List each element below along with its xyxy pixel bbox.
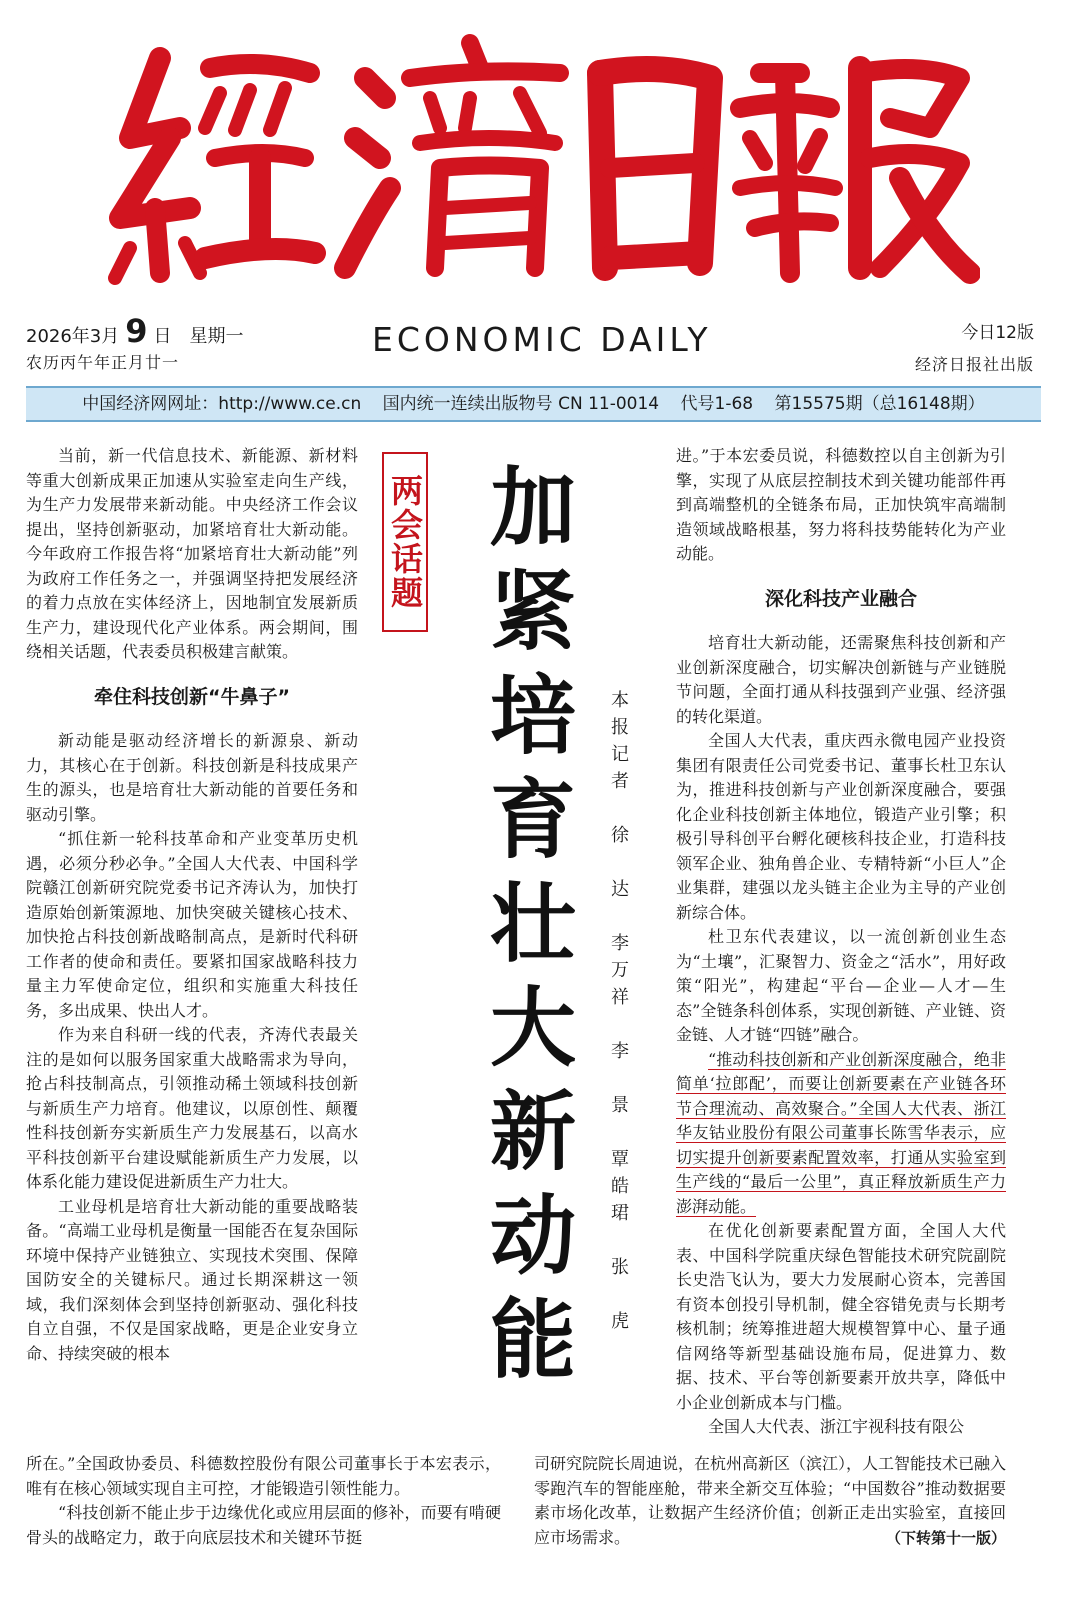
issn: 国内统一连续出版物号 CN 11-0014 xyxy=(382,394,660,414)
paragraph: “科技创新不能止步于边缘优化或应用层面的修补，而要有啃硬骨头的战略定力，敢于向底层技术和关键环节挺 xyxy=(26,1503,501,1547)
masthead-logo xyxy=(100,18,980,298)
bottom-left-text xyxy=(26,1452,501,1550)
postal-code: 代号1-68 xyxy=(680,394,754,414)
paragraph: 司研究院院长周迪说，在杭州高新区（滨江），人工智能技术已融入零跑汽车的智能座舱，带来全新交互体验；“中国数谷”推动数据要素市场化改革，让数据产生经济价值；创新正走出实验室，直接回应市场需求。 （下转第十一版） xyxy=(534,1452,1006,1550)
masthead-calligraphy xyxy=(100,18,980,298)
english-title: ECONOMIC DAILY xyxy=(372,320,712,359)
article-column-1 xyxy=(26,444,358,1366)
page-count: 今日12版 xyxy=(961,323,1034,343)
byline: 本报记者 徐 达 李万祥 李 景 覃皓珺 张 虎 xyxy=(608,690,629,1338)
subheading-1: 牵住科技创新“牛鼻子” xyxy=(94,685,290,708)
issue-date: 2026年3月 9 日 星期一 xyxy=(26,312,244,350)
highlighted-paragraph: “推动科技创新和产业创新深度融合，绝非简单‘拉郎配’，而要让创新要素在产业链各环节合理流动、高效聚合。”全国人大代表、浙江华友钴业股份有限公司董事长陈雪华表示，应切实提升创新要素配置效率，打通从实验室到生产线的“最后一公里”，真正释放新质生产力澎湃动能。 xyxy=(676,1049,1006,1216)
intro-paragraph: 当前，新一代信息技术、新能源、新材料等重大创新成果正加速从实验室走向生产线，为生产力发展带来新动能。中央经济工作会议提出，坚持创新驱动，加紧培育壮大新动能。今年政府工作报告将“加紧培育壮大新动能”列为政府工作任务之一，并强调坚持把发展经济的着力点放在实体经济上，因地制宜发展新质生产力，建设现代化产业体系。两会期间，围绕相关话题，代表委员积极建言献策。 xyxy=(26,446,358,661)
publisher: 经济日报社出版 xyxy=(914,355,1034,374)
paragraph: 作为来自科研一线的代表，齐涛代表最关注的是如何以服务国家重大战略需求为导向，抢占科技制高点，引领推动稀土领域科技创新与新质生产力培育。他建议，以原创性、颠覆性科技创新夯实新质生产力发展基石，以高水平科技创新平台建设赋能新质生产力发展，以体系化能力建设促进新质生产力壮大。 xyxy=(26,1025,358,1191)
paragraph: 杜卫东代表建议，以一流创新创业生态为“土壤”，汇聚智力、资金之“活水”，用好政策“阳光”，构建起“平台—企业—人才—生态”全链条科创体系，实现创新链、产业链、资金链、人才链“四链”融合。 xyxy=(676,927,1006,1044)
paragraph: 全国人大代表，重庆西永微电园产业投资集团有限责任公司党委书记、董事长杜卫东认为，推进科技创新与产业创新深度融合，要强化企业科技创新主体地位，锻造产业引擎；积极引导科创平台孵化硬核科技企业，打造科技领军企业、独角兽企业、专精特新“小巨人”企业集群，建强以龙头链主企业为主导的产业创新综合体。 xyxy=(676,731,1006,922)
website-link[interactable]: 中国经济网网址：http://www.ce.cn xyxy=(82,394,362,414)
paragraph: “抓住新一轮科技革命和产业变革历史机遇，必须分秒必争。”全国人大代表、中国科学院赣江创新研究院党委书记齐涛认为，加快打造原始创新策源地、加快突破关键核心技术、加快抢占科技创新战略制高点，是新时代科研工作者的使命和责任。要紧扣国家战略科技力量主力军使命定位，组织和实施重大科技任务，多出成果、快出人才。 xyxy=(26,829,358,1020)
continued-note: （下转第十一版） xyxy=(885,1528,1006,1547)
paragraph: 新动能是驱动经济增长的新源泉、新动力，其核心在于创新。科技创新是科技成果产生的源头，也是培育壮大新动能的首要任务和驱动引擎。 xyxy=(26,731,358,824)
paragraph: 进。”于本宏委员说，科德数控以自主创新为引擎，实现了从底层控制技术到关键功能部件再到高端整机的全链条布局，正加快筑牢高端制造领域战略根基，努力将科技势能转化为产业动能。 xyxy=(676,446,1006,563)
paragraph: 全国人大代表、浙江宇视科技有限公 xyxy=(708,1417,965,1436)
headline: 加紧培育壮大新动能 xyxy=(475,462,575,1398)
info-bar xyxy=(26,386,1041,422)
bottom-right-text xyxy=(534,1452,1006,1550)
paragraph: 培育壮大新动能，还需聚焦科技创新和产业创新深度融合，切实解决创新链与产业链脱节问题，全面打通从科技强到产业强、经济强的转化渠道。 xyxy=(676,633,1006,726)
section-tag: 两会话题 xyxy=(382,452,428,632)
subheading-2: 深化科技产业融合 xyxy=(764,587,917,610)
issue-number: 第15575期（总16148期） xyxy=(774,394,985,414)
paragraph: 工业母机是培育壮大新动能的重要战略装备。“高端工业母机是衡量一国能否在复杂国际环境中保持产业链独立、实现技术突围、保障国防安全的关键标尺。通过长期深耕这一领域，我们深刻体会到坚持创新驱动、强化科技自立自强，不仅是国家战略，更是企业安身立命、持续突破的根本 xyxy=(26,1196,358,1363)
lunar-date: 农历丙午年正月廿一 xyxy=(26,353,180,372)
article-column-3 xyxy=(676,444,1006,1440)
paragraph: 所在。”全国政协委员、科德数控股份有限公司董事长于本宏表示，唯有在核心领域实现自主可控，才能锻造引领性能力。 xyxy=(26,1454,501,1498)
paragraph: 在优化创新要素配置方面，全国人大代表、中国科学院重庆绿色智能技术研究院副院长史浩飞认为，要大力发展耐心资本，完善国有资本创投引导机制，健全容错免责与长期考核机制；统筹推进超大规模智算中心、量子通信网络等新型基础设施布局，促进算力、数据、技术、平台等创新要素开放共享，降低中小企业创新成本与门槛。 xyxy=(676,1221,1006,1412)
